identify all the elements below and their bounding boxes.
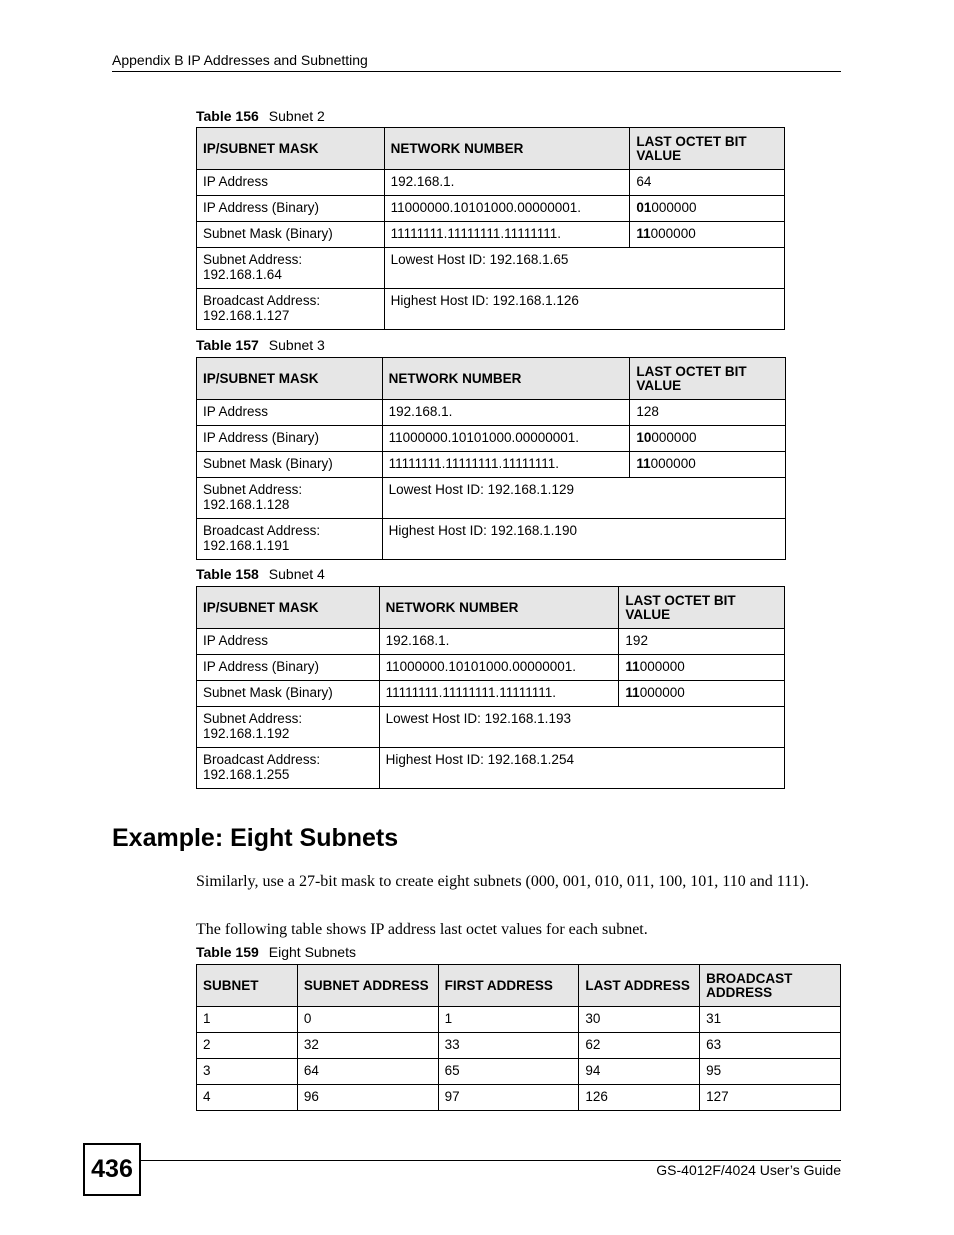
table-cell: 0 <box>297 1007 438 1033</box>
bold-bits: 10 <box>636 430 652 445</box>
table-caption <box>196 337 325 353</box>
table-cell: Broadcast Address: 192.168.1.191 <box>197 519 383 560</box>
table-cell <box>630 400 786 426</box>
table-cell: 11000000.10101000.00000001. <box>384 196 630 222</box>
table-header-row <box>197 358 786 400</box>
column-header: LAST OCTET BIT VALUE <box>630 128 785 170</box>
table-number: Table 159 <box>196 944 259 960</box>
table-row <box>197 1033 841 1059</box>
subnet-table <box>196 127 785 330</box>
table-cell <box>619 655 785 681</box>
table-cell: 94 <box>579 1059 700 1085</box>
table-cell <box>630 426 786 452</box>
table-header-row <box>197 587 785 629</box>
subnet-table <box>196 357 786 560</box>
table-cell: 3 <box>197 1059 298 1085</box>
header-rule <box>112 71 841 72</box>
table-caption <box>196 566 325 582</box>
plain-bits: 000000 <box>651 430 697 445</box>
table-cell: 4 <box>197 1085 298 1111</box>
table-title: Subnet 4 <box>268 566 325 582</box>
plain-bits: 000000 <box>650 226 696 241</box>
table-row <box>197 1085 841 1111</box>
table-cell: 95 <box>700 1059 841 1085</box>
table-cell: Subnet Address: 192.168.1.64 <box>197 248 385 289</box>
table-number: Table 158 <box>196 566 259 582</box>
table-cell: Subnet Address: 192.168.1.128 <box>197 478 383 519</box>
footer-rule <box>140 1160 841 1161</box>
table-row <box>197 400 786 426</box>
table-cell: 1 <box>197 1007 298 1033</box>
section-heading: Example: Eight Subnets <box>112 824 399 852</box>
column-header: IP/SUBNET MASK <box>197 358 383 400</box>
plain-bits: 192 <box>625 633 648 648</box>
table-cell: Subnet Mask (Binary) <box>197 222 385 248</box>
table-cell: 11000000.10101000.00000001. <box>382 426 630 452</box>
table-row <box>197 748 785 789</box>
table-cell: 62 <box>579 1033 700 1059</box>
table-cell: 11000000.10101000.00000001. <box>379 655 619 681</box>
table-cell: IP Address (Binary) <box>197 426 383 452</box>
bold-bits: 11 <box>636 456 651 471</box>
table-cell: Highest Host ID: 192.168.1.126 <box>384 289 784 330</box>
bold-bits: 11 <box>636 226 651 241</box>
table-row <box>197 196 785 222</box>
table-row <box>197 289 785 330</box>
table-cell: IP Address (Binary) <box>197 196 385 222</box>
table-cell: 11111111.11111111.11111111. <box>379 681 619 707</box>
eight-subnets-table <box>196 964 841 1111</box>
page-number: 436 <box>83 1143 141 1196</box>
table-cell: 64 <box>297 1059 438 1085</box>
table-cell <box>630 222 785 248</box>
table-cell: Subnet Mask (Binary) <box>197 681 380 707</box>
table-cell: 65 <box>438 1059 579 1085</box>
plain-bits: 000000 <box>651 200 697 215</box>
table-row <box>197 655 785 681</box>
table-cell: Lowest Host ID: 192.168.1.129 <box>382 478 785 519</box>
table-row <box>197 519 786 560</box>
table-row <box>197 452 786 478</box>
plain-bits: 000000 <box>650 456 696 471</box>
table-cell: 30 <box>579 1007 700 1033</box>
table-cell: Broadcast Address: 192.168.1.255 <box>197 748 380 789</box>
column-header: NETWORK NUMBER <box>382 358 630 400</box>
table-cell: 97 <box>438 1085 579 1111</box>
table-cell: 2 <box>197 1033 298 1059</box>
plain-bits: 128 <box>636 404 659 419</box>
table-caption <box>196 108 325 124</box>
table-cell: Highest Host ID: 192.168.1.190 <box>382 519 785 560</box>
table-row <box>197 426 786 452</box>
table-cell <box>630 196 785 222</box>
column-header: LAST ADDRESS <box>579 965 700 1007</box>
table-row <box>197 248 785 289</box>
column-header: NETWORK NUMBER <box>384 128 630 170</box>
plain-bits: 64 <box>636 174 652 189</box>
plain-bits: 000000 <box>639 659 685 674</box>
table-cell: IP Address (Binary) <box>197 655 380 681</box>
table-cell: 96 <box>297 1085 438 1111</box>
table-cell <box>630 170 785 196</box>
table-cell: Broadcast Address: 192.168.1.127 <box>197 289 385 330</box>
table-title: Eight Subnets <box>268 944 356 960</box>
table-cell: 32 <box>297 1033 438 1059</box>
table-cell <box>630 452 786 478</box>
table-cell: IP Address <box>197 400 383 426</box>
table-title: Subnet 3 <box>268 337 325 353</box>
footer-guide-title: GS-4012F/4024 User’s Guide <box>656 1162 841 1178</box>
table-cell: 33 <box>438 1033 579 1059</box>
column-header: FIRST ADDRESS <box>438 965 579 1007</box>
table-row <box>197 1007 841 1033</box>
table-row <box>197 707 785 748</box>
table-cell: IP Address <box>197 629 380 655</box>
table-row <box>197 222 785 248</box>
table-number: Table 156 <box>196 108 259 124</box>
column-header: IP/SUBNET MASK <box>197 587 380 629</box>
table-header-row <box>197 128 785 170</box>
subnet-table <box>196 586 785 789</box>
column-header: LAST OCTET BIT VALUE <box>630 358 786 400</box>
body-paragraph: Similarly, use a 27-bit mask to create eight subnets (000, 001, 010, 011, 100, 101, 110 and 111). <box>196 873 809 890</box>
table-header-row <box>197 965 841 1007</box>
table-cell: 192.168.1. <box>379 629 619 655</box>
column-header: LAST OCTET BIT VALUE <box>619 587 785 629</box>
table-cell: 192.168.1. <box>384 170 630 196</box>
table-cell: Subnet Mask (Binary) <box>197 452 383 478</box>
table-cell: Subnet Address: 192.168.1.192 <box>197 707 380 748</box>
bold-bits: 11 <box>625 659 640 674</box>
column-header: SUBNET <box>197 965 298 1007</box>
table-cell: 192.168.1. <box>382 400 630 426</box>
table-title: Subnet 2 <box>268 108 325 124</box>
bold-bits: 01 <box>636 200 652 215</box>
table-cell: 11111111.11111111.11111111. <box>382 452 630 478</box>
table-cell: IP Address <box>197 170 385 196</box>
running-header: Appendix B IP Addresses and Subnetting <box>112 52 368 68</box>
table-cell: 126 <box>579 1085 700 1111</box>
plain-bits: 000000 <box>639 685 685 700</box>
table-row <box>197 681 785 707</box>
column-header: NETWORK NUMBER <box>379 587 619 629</box>
bold-bits: 11 <box>625 685 640 700</box>
column-header: IP/SUBNET MASK <box>197 128 385 170</box>
table-row <box>197 478 786 519</box>
body-paragraph: The following table shows IP address last octet values for each subnet. <box>196 921 648 938</box>
column-header: SUBNET ADDRESS <box>297 965 438 1007</box>
table-row <box>197 629 785 655</box>
table-cell: Lowest Host ID: 192.168.1.193 <box>379 707 784 748</box>
table-cell <box>619 681 785 707</box>
table-row <box>197 1059 841 1085</box>
column-header: BROADCAST ADDRESS <box>700 965 841 1007</box>
table-cell: 63 <box>700 1033 841 1059</box>
table-caption <box>196 944 356 960</box>
table-cell <box>619 629 785 655</box>
table-cell: Highest Host ID: 192.168.1.254 <box>379 748 784 789</box>
table-cell: 127 <box>700 1085 841 1111</box>
table-cell: 1 <box>438 1007 579 1033</box>
table-cell: Lowest Host ID: 192.168.1.65 <box>384 248 784 289</box>
table-row <box>197 170 785 196</box>
table-cell: 11111111.11111111.11111111. <box>384 222 630 248</box>
table-number: Table 157 <box>196 337 259 353</box>
table-cell: 31 <box>700 1007 841 1033</box>
